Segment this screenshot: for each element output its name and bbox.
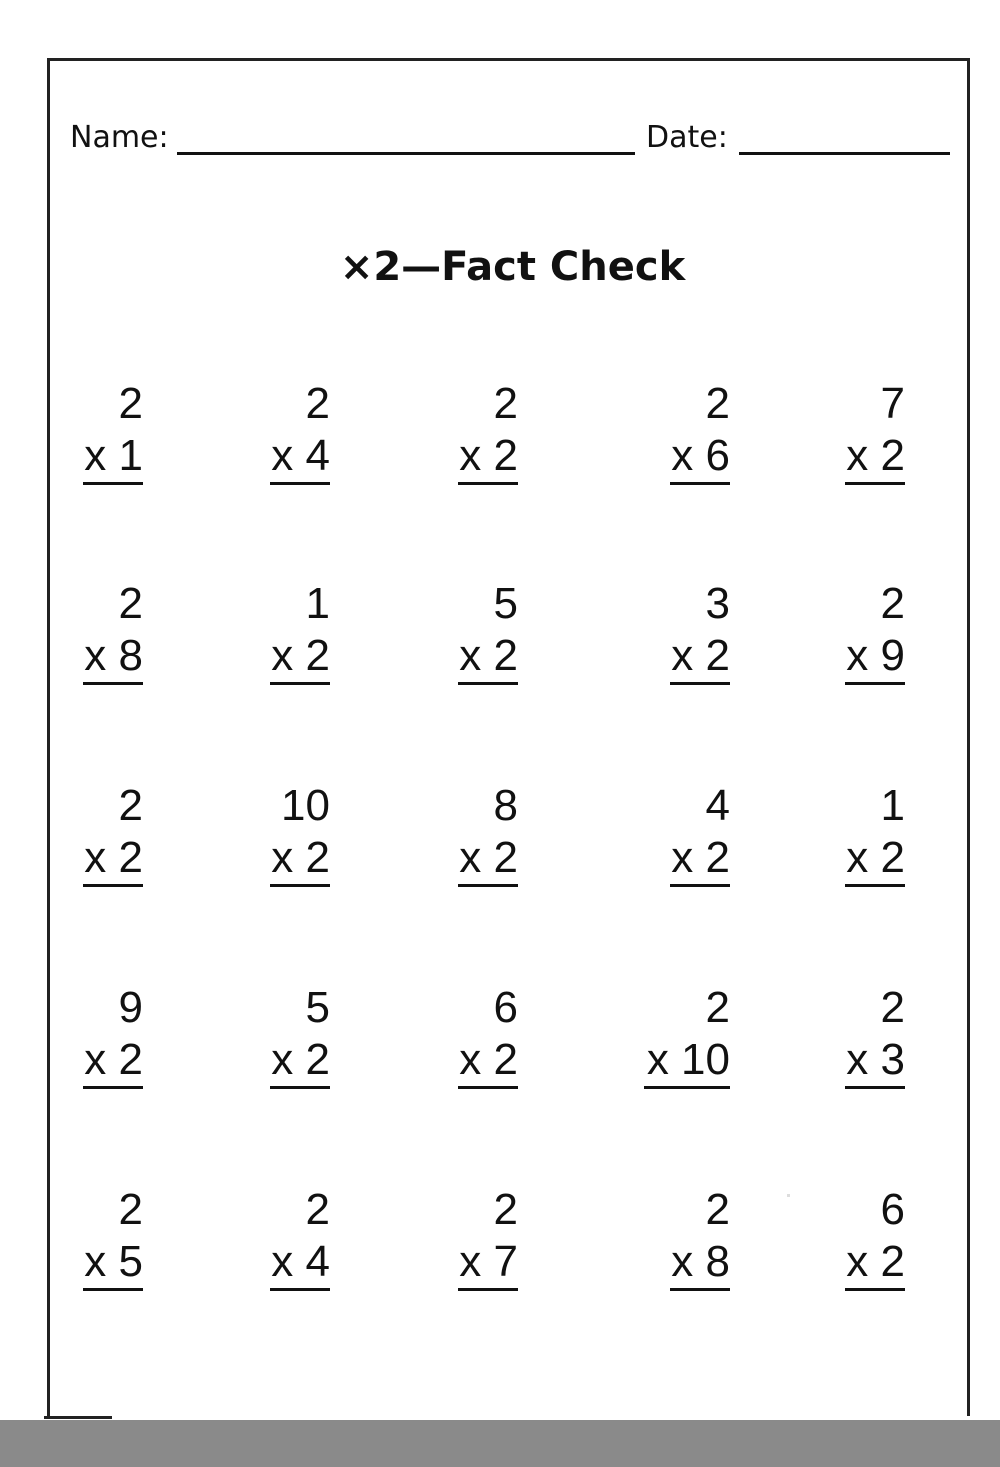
problem-top-number: 8: [493, 781, 518, 830]
problem-multiplier: x 2: [83, 1034, 143, 1089]
problem-multiplier: x 2: [845, 832, 905, 887]
problem-multiplier: x 1: [83, 430, 143, 485]
problem-multiplier: x 2: [458, 630, 518, 685]
problem-top-number: 10: [281, 781, 330, 830]
name-label: Name:: [70, 120, 169, 155]
problem-item: [83, 378, 143, 485]
problem-top-number: 7: [880, 379, 905, 428]
date-label: Date:: [646, 120, 728, 155]
problem-top-number: 2: [118, 579, 143, 628]
problem-item: [670, 378, 730, 485]
problem-top-number: 1: [305, 579, 330, 628]
problem-item: [845, 578, 905, 685]
problem-item: [458, 982, 518, 1089]
problem-item: [458, 378, 518, 485]
problem-multiplier: x 4: [270, 1236, 330, 1291]
problem-item: [845, 982, 905, 1089]
problem-item: [458, 780, 518, 887]
problem-top-number: 2: [305, 379, 330, 428]
problem-multiplier: x 2: [845, 430, 905, 485]
problem-item: [845, 780, 905, 887]
problem-multiplier: x 8: [83, 630, 143, 685]
problem-top-number: 2: [880, 983, 905, 1032]
problem-top-number: 2: [493, 379, 518, 428]
problem-multiplier: x 2: [270, 1034, 330, 1089]
problem-multiplier: x 6: [670, 430, 730, 485]
problem-top-number: 6: [493, 983, 518, 1032]
problem-multiplier: x 10: [644, 1034, 730, 1089]
problem-multiplier: x 4: [270, 430, 330, 485]
problem-item: [670, 780, 730, 887]
problem-top-number: 2: [305, 1185, 330, 1234]
problem-multiplier: x 2: [845, 1236, 905, 1291]
problem-top-number: 1: [880, 781, 905, 830]
problem-item: [270, 982, 330, 1089]
problem-multiplier: x 2: [270, 832, 330, 887]
problem-item: [458, 1184, 518, 1291]
problem-top-number: 2: [705, 379, 730, 428]
problem-top-number: 2: [493, 1185, 518, 1234]
problem-top-number: 2: [705, 983, 730, 1032]
problem-multiplier: x 2: [458, 1034, 518, 1089]
problem-multiplier: x 2: [83, 832, 143, 887]
problem-multiplier: x 2: [670, 630, 730, 685]
problem-top-number: 2: [880, 579, 905, 628]
problem-multiplier: x 2: [270, 630, 330, 685]
problem-top-number: 2: [118, 379, 143, 428]
problem-top-number: 6: [880, 1185, 905, 1234]
worksheet-title: ×2—Fact Check: [339, 244, 686, 290]
problem-multiplier: x 8: [670, 1236, 730, 1291]
problem-top-number: 5: [305, 983, 330, 1032]
problem-top-number: 3: [705, 579, 730, 628]
problem-multiplier: x 2: [458, 832, 518, 887]
problem-item: [270, 578, 330, 685]
problem-item: [83, 578, 143, 685]
problem-multiplier: x 7: [458, 1236, 518, 1291]
problem-item: [670, 1184, 730, 1291]
problem-item: [270, 780, 330, 887]
scan-speck: [787, 1194, 790, 1197]
problem-item: [670, 578, 730, 685]
problem-multiplier: x 5: [83, 1236, 143, 1291]
problem-item: [270, 1184, 330, 1291]
problem-item: [83, 780, 143, 887]
problem-item: [845, 1184, 905, 1291]
problem-multiplier: x 2: [670, 832, 730, 887]
problem-multiplier: x 2: [458, 430, 518, 485]
problem-top-number: 2: [705, 1185, 730, 1234]
problem-top-number: 5: [493, 579, 518, 628]
problem-multiplier: x 9: [845, 630, 905, 685]
problem-multiplier: x 3: [845, 1034, 905, 1089]
problem-item: [270, 378, 330, 485]
problem-top-number: 4: [705, 781, 730, 830]
problem-top-number: 9: [118, 983, 143, 1032]
problem-item: [458, 578, 518, 685]
problem-item: [845, 378, 905, 485]
bottom-gray-bar: [0, 1420, 1000, 1467]
problem-item: [83, 982, 143, 1089]
problem-top-number: 2: [118, 781, 143, 830]
problem-item: [644, 982, 730, 1089]
problem-top-number: 2: [118, 1185, 143, 1234]
problem-item: [83, 1184, 143, 1291]
